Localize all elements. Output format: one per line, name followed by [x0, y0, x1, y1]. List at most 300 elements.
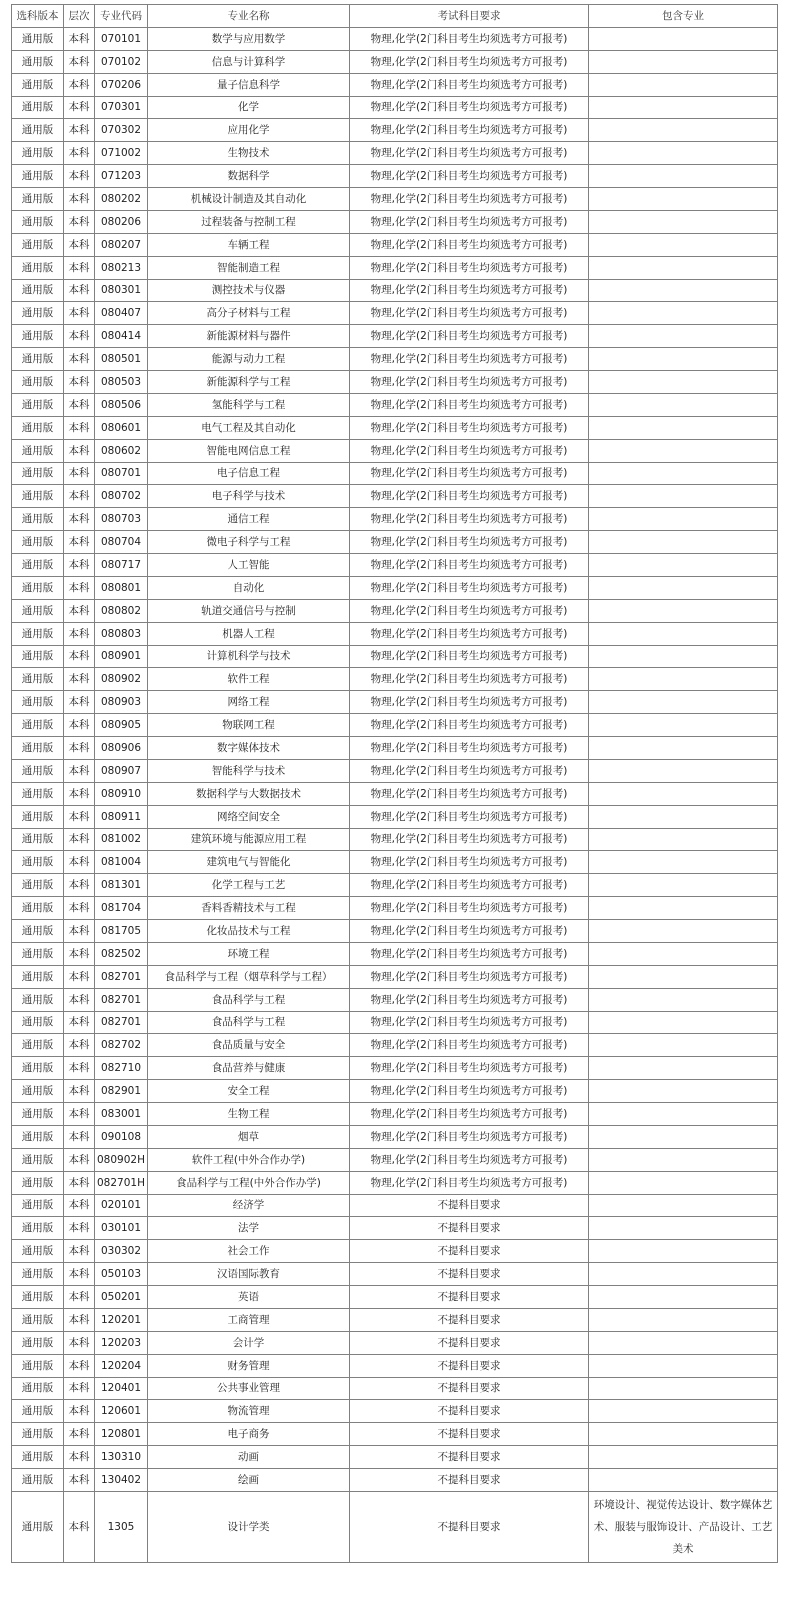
cell-version: 通用版 [12, 942, 64, 965]
cell-subject-requirement: 物理,化学(2门科目考生均须选考方可报考) [350, 256, 589, 279]
cell-code: 080704 [95, 531, 148, 554]
table-row [12, 599, 778, 622]
table-row [12, 1103, 778, 1126]
cell-code: 050201 [95, 1286, 148, 1309]
table-row [12, 1240, 778, 1263]
cell-code: 080301 [95, 279, 148, 302]
cell-included-majors [589, 50, 778, 73]
cell-included-majors [589, 828, 778, 851]
cell-major-name: 生物技术 [148, 142, 350, 165]
table-row [12, 805, 778, 828]
cell-major-name: 智能制造工程 [148, 256, 350, 279]
table-row [12, 50, 778, 73]
cell-version: 通用版 [12, 1171, 64, 1194]
cell-subject-requirement: 物理,化学(2门科目考生均须选考方可报考) [350, 1148, 589, 1171]
cell-level: 本科 [64, 439, 95, 462]
cell-version: 通用版 [12, 645, 64, 668]
cell-included-majors [589, 1034, 778, 1057]
cell-level: 本科 [64, 714, 95, 737]
cell-major-name: 数学与应用数学 [148, 27, 350, 50]
cell-major-name: 机械设计制造及其自动化 [148, 188, 350, 211]
table-row [12, 737, 778, 760]
cell-subject-requirement: 物理,化学(2门科目考生均须选考方可报考) [350, 920, 589, 943]
cell-included-majors [589, 1423, 778, 1446]
cell-included-majors [589, 371, 778, 394]
table-row [12, 393, 778, 416]
cell-subject-requirement: 物理,化学(2门科目考生均须选考方可报考) [350, 393, 589, 416]
cell-code: 081301 [95, 874, 148, 897]
table-row [12, 1171, 778, 1194]
cell-level: 本科 [64, 1011, 95, 1034]
cell-subject-requirement: 不提科目要求 [350, 1491, 589, 1562]
cell-included-majors [589, 462, 778, 485]
cell-level: 本科 [64, 462, 95, 485]
cell-major-name: 人工智能 [148, 554, 350, 577]
cell-version: 通用版 [12, 1057, 64, 1080]
cell-included-majors [589, 27, 778, 50]
cell-version: 通用版 [12, 96, 64, 119]
table-row [12, 348, 778, 371]
cell-included-majors [589, 554, 778, 577]
table-row [12, 828, 778, 851]
cell-included-majors [589, 622, 778, 645]
cell-version: 通用版 [12, 531, 64, 554]
cell-version: 通用版 [12, 622, 64, 645]
cell-subject-requirement: 物理,化学(2门科目考生均须选考方可报考) [350, 96, 589, 119]
cell-version: 通用版 [12, 416, 64, 439]
table-row [12, 851, 778, 874]
cell-level: 本科 [64, 1034, 95, 1057]
cell-code: 081002 [95, 828, 148, 851]
cell-major-name: 财务管理 [148, 1354, 350, 1377]
cell-included-majors [589, 1194, 778, 1217]
table-row [12, 1194, 778, 1217]
cell-version: 通用版 [12, 668, 64, 691]
cell-version: 通用版 [12, 1148, 64, 1171]
cell-version: 通用版 [12, 1469, 64, 1492]
cell-subject-requirement: 物理,化学(2门科目考生均须选考方可报考) [350, 1171, 589, 1194]
cell-included-majors [589, 805, 778, 828]
cell-major-name: 工商管理 [148, 1308, 350, 1331]
table-row [12, 210, 778, 233]
cell-level: 本科 [64, 759, 95, 782]
cell-code: 080911 [95, 805, 148, 828]
table-row [12, 279, 778, 302]
cell-major-name: 自动化 [148, 576, 350, 599]
majors-table [11, 4, 778, 1563]
cell-major-name: 应用化学 [148, 119, 350, 142]
cell-major-name: 电子信息工程 [148, 462, 350, 485]
table-row [12, 691, 778, 714]
table-row [12, 1263, 778, 1286]
cell-major-name: 信息与计算科学 [148, 50, 350, 73]
cell-subject-requirement: 物理,化学(2门科目考生均须选考方可报考) [350, 531, 589, 554]
cell-level: 本科 [64, 1217, 95, 1240]
cell-major-name: 轨道交通信号与控制 [148, 599, 350, 622]
cell-level: 本科 [64, 210, 95, 233]
table-row [12, 188, 778, 211]
cell-code: 082701 [95, 1011, 148, 1034]
cell-version: 通用版 [12, 1103, 64, 1126]
cell-included-majors: 环境设计、视觉传达设计、数字媒体艺术、服装与服饰设计、产品设计、工艺美术 [589, 1491, 778, 1562]
cell-subject-requirement: 物理,化学(2门科目考生均须选考方可报考) [350, 302, 589, 325]
cell-included-majors [589, 416, 778, 439]
table-row [12, 439, 778, 462]
cell-major-name: 食品科学与工程（烟草科学与工程） [148, 965, 350, 988]
cell-code: 070301 [95, 96, 148, 119]
cell-major-name: 过程装备与控制工程 [148, 210, 350, 233]
cell-included-majors [589, 325, 778, 348]
table-row [12, 920, 778, 943]
cell-version: 通用版 [12, 210, 64, 233]
table-body [12, 27, 778, 1562]
table-row [12, 73, 778, 96]
cell-included-majors [589, 119, 778, 142]
table-row [12, 897, 778, 920]
cell-level: 本科 [64, 1491, 95, 1562]
cell-code: 081705 [95, 920, 148, 943]
cell-level: 本科 [64, 1400, 95, 1423]
cell-level: 本科 [64, 622, 95, 645]
cell-level: 本科 [64, 393, 95, 416]
cell-major-name: 电子商务 [148, 1423, 350, 1446]
cell-version: 通用版 [12, 576, 64, 599]
cell-included-majors [589, 279, 778, 302]
cell-code: 080703 [95, 508, 148, 531]
cell-major-name: 设计学类 [148, 1491, 350, 1562]
cell-version: 通用版 [12, 1263, 64, 1286]
cell-subject-requirement: 物理,化学(2门科目考生均须选考方可报考) [350, 188, 589, 211]
cell-major-name: 能源与动力工程 [148, 348, 350, 371]
cell-included-majors [589, 1446, 778, 1469]
cell-major-name: 智能电网信息工程 [148, 439, 350, 462]
table-row [12, 27, 778, 50]
cell-included-majors [589, 988, 778, 1011]
cell-major-name: 物流管理 [148, 1400, 350, 1423]
cell-major-name: 英语 [148, 1286, 350, 1309]
cell-level: 本科 [64, 782, 95, 805]
cell-included-majors [589, 920, 778, 943]
table-row [12, 1080, 778, 1103]
cell-subject-requirement: 物理,化学(2门科目考生均须选考方可报考) [350, 1057, 589, 1080]
table-row [12, 485, 778, 508]
cell-version: 通用版 [12, 737, 64, 760]
cell-subject-requirement: 物理,化学(2门科目考生均须选考方可报考) [350, 599, 589, 622]
cell-code: 080902 [95, 668, 148, 691]
cell-subject-requirement: 物理,化学(2门科目考生均须选考方可报考) [350, 142, 589, 165]
cell-version: 通用版 [12, 599, 64, 622]
cell-major-name: 化学 [148, 96, 350, 119]
cell-included-majors [589, 645, 778, 668]
cell-major-name: 软件工程(中外合作办学) [148, 1148, 350, 1171]
cell-level: 本科 [64, 1171, 95, 1194]
cell-included-majors [589, 142, 778, 165]
table-row [12, 1423, 778, 1446]
cell-code: 082702 [95, 1034, 148, 1057]
cell-subject-requirement: 不提科目要求 [350, 1331, 589, 1354]
cell-version: 通用版 [12, 233, 64, 256]
cell-subject-requirement: 物理,化学(2门科目考生均须选考方可报考) [350, 782, 589, 805]
table-row [12, 1308, 778, 1331]
cell-subject-requirement: 物理,化学(2门科目考生均须选考方可报考) [350, 691, 589, 714]
cell-version: 通用版 [12, 1217, 64, 1240]
cell-included-majors [589, 759, 778, 782]
cell-included-majors [589, 851, 778, 874]
cell-included-majors [589, 96, 778, 119]
cell-version: 通用版 [12, 1331, 64, 1354]
cell-included-majors [589, 1080, 778, 1103]
cell-version: 通用版 [12, 1034, 64, 1057]
cell-level: 本科 [64, 531, 95, 554]
cell-code: 080803 [95, 622, 148, 645]
cell-subject-requirement: 物理,化学(2门科目考生均须选考方可报考) [350, 325, 589, 348]
cell-version: 通用版 [12, 393, 64, 416]
table-row [12, 1286, 778, 1309]
cell-level: 本科 [64, 371, 95, 394]
cell-code: 120401 [95, 1377, 148, 1400]
cell-code: 080701 [95, 462, 148, 485]
table-row [12, 1400, 778, 1423]
cell-included-majors [589, 256, 778, 279]
cell-version: 通用版 [12, 691, 64, 714]
cell-included-majors [589, 1400, 778, 1423]
cell-level: 本科 [64, 188, 95, 211]
cell-major-name: 香料香精技术与工程 [148, 897, 350, 920]
cell-code: 030302 [95, 1240, 148, 1263]
cell-code: 082502 [95, 942, 148, 965]
cell-code: 071002 [95, 142, 148, 165]
cell-level: 本科 [64, 508, 95, 531]
cell-major-name: 物联网工程 [148, 714, 350, 737]
cell-level: 本科 [64, 302, 95, 325]
cell-major-name: 电气工程及其自动化 [148, 416, 350, 439]
cell-code: 080902H [95, 1148, 148, 1171]
cell-level: 本科 [64, 1331, 95, 1354]
cell-subject-requirement: 不提科目要求 [350, 1446, 589, 1469]
cell-subject-requirement: 物理,化学(2门科目考生均须选考方可报考) [350, 508, 589, 531]
cell-major-name: 经济学 [148, 1194, 350, 1217]
table-container [11, 4, 778, 1563]
cell-included-majors [589, 1286, 778, 1309]
cell-level: 本科 [64, 96, 95, 119]
cell-subject-requirement: 物理,化学(2门科目考生均须选考方可报考) [350, 439, 589, 462]
cell-subject-requirement: 物理,化学(2门科目考生均须选考方可报考) [350, 462, 589, 485]
cell-major-name: 量子信息科学 [148, 73, 350, 96]
cell-major-name: 氢能科学与工程 [148, 393, 350, 416]
cell-subject-requirement: 物理,化学(2门科目考生均须选考方可报考) [350, 1103, 589, 1126]
cell-code: 083001 [95, 1103, 148, 1126]
cell-subject-requirement: 物理,化学(2门科目考生均须选考方可报考) [350, 965, 589, 988]
cell-included-majors [589, 508, 778, 531]
cell-subject-requirement: 物理,化学(2门科目考生均须选考方可报考) [350, 165, 589, 188]
cell-level: 本科 [64, 554, 95, 577]
table-row [12, 1125, 778, 1148]
cell-subject-requirement: 物理,化学(2门科目考生均须选考方可报考) [350, 233, 589, 256]
cell-subject-requirement: 物理,化学(2门科目考生均须选考方可报考) [350, 737, 589, 760]
cell-subject-requirement: 物理,化学(2门科目考生均须选考方可报考) [350, 668, 589, 691]
cell-version: 通用版 [12, 73, 64, 96]
cell-version: 通用版 [12, 348, 64, 371]
cell-included-majors [589, 737, 778, 760]
cell-version: 通用版 [12, 988, 64, 1011]
cell-level: 本科 [64, 256, 95, 279]
cell-code: 080407 [95, 302, 148, 325]
cell-subject-requirement: 物理,化学(2门科目考生均须选考方可报考) [350, 897, 589, 920]
cell-subject-requirement: 物理,化学(2门科目考生均须选考方可报考) [350, 416, 589, 439]
cell-version: 通用版 [12, 1286, 64, 1309]
cell-version: 通用版 [12, 1446, 64, 1469]
table-row [12, 1057, 778, 1080]
cell-included-majors [589, 233, 778, 256]
cell-major-name: 新能源科学与工程 [148, 371, 350, 394]
cell-major-name: 公共事业管理 [148, 1377, 350, 1400]
cell-included-majors [589, 1377, 778, 1400]
cell-major-name: 智能科学与技术 [148, 759, 350, 782]
header-level: 层次 [64, 5, 95, 28]
cell-version: 通用版 [12, 851, 64, 874]
cell-included-majors [589, 942, 778, 965]
cell-subject-requirement: 物理,化学(2门科目考生均须选考方可报考) [350, 1125, 589, 1148]
cell-subject-requirement: 物理,化学(2门科目考生均须选考方可报考) [350, 348, 589, 371]
cell-level: 本科 [64, 805, 95, 828]
cell-code: 080801 [95, 576, 148, 599]
cell-version: 通用版 [12, 50, 64, 73]
cell-included-majors [589, 165, 778, 188]
table-row [12, 165, 778, 188]
cell-version: 通用版 [12, 165, 64, 188]
cell-level: 本科 [64, 1240, 95, 1263]
header-major-name: 专业名称 [148, 5, 350, 28]
cell-version: 通用版 [12, 188, 64, 211]
cell-major-name: 食品科学与工程 [148, 1011, 350, 1034]
cell-subject-requirement: 物理,化学(2门科目考生均须选考方可报考) [350, 1080, 589, 1103]
cell-version: 通用版 [12, 805, 64, 828]
table-row [12, 371, 778, 394]
cell-included-majors [589, 576, 778, 599]
cell-code: 071203 [95, 165, 148, 188]
header-code: 专业代码 [95, 5, 148, 28]
cell-level: 本科 [64, 965, 95, 988]
cell-major-name: 食品质量与安全 [148, 1034, 350, 1057]
cell-level: 本科 [64, 988, 95, 1011]
cell-included-majors [589, 1148, 778, 1171]
cell-code: 080717 [95, 554, 148, 577]
table-row [12, 965, 778, 988]
cell-level: 本科 [64, 1308, 95, 1331]
cell-version: 通用版 [12, 439, 64, 462]
cell-version: 通用版 [12, 508, 64, 531]
table-row [12, 645, 778, 668]
cell-version: 通用版 [12, 256, 64, 279]
cell-subject-requirement: 物理,化学(2门科目考生均须选考方可报考) [350, 714, 589, 737]
cell-code: 081004 [95, 851, 148, 874]
cell-code: 080501 [95, 348, 148, 371]
table-row [12, 1011, 778, 1034]
cell-level: 本科 [64, 279, 95, 302]
cell-level: 本科 [64, 851, 95, 874]
cell-major-name: 网络工程 [148, 691, 350, 714]
cell-included-majors [589, 1263, 778, 1286]
cell-major-name: 安全工程 [148, 1080, 350, 1103]
cell-included-majors [589, 393, 778, 416]
cell-major-name: 数据科学与大数据技术 [148, 782, 350, 805]
cell-level: 本科 [64, 416, 95, 439]
cell-subject-requirement: 物理,化学(2门科目考生均须选考方可报考) [350, 50, 589, 73]
table-row [12, 462, 778, 485]
cell-subject-requirement: 不提科目要求 [350, 1308, 589, 1331]
cell-level: 本科 [64, 485, 95, 508]
cell-level: 本科 [64, 1263, 95, 1286]
cell-major-name: 化妆品技术与工程 [148, 920, 350, 943]
cell-code: 080601 [95, 416, 148, 439]
table-row [12, 325, 778, 348]
cell-level: 本科 [64, 874, 95, 897]
table-row [12, 714, 778, 737]
cell-included-majors [589, 1125, 778, 1148]
cell-level: 本科 [64, 1103, 95, 1126]
cell-major-name: 建筑环境与能源应用工程 [148, 828, 350, 851]
cell-level: 本科 [64, 1377, 95, 1400]
cell-version: 通用版 [12, 782, 64, 805]
cell-major-name: 高分子材料与工程 [148, 302, 350, 325]
cell-major-name: 化学工程与工艺 [148, 874, 350, 897]
cell-major-name: 微电子科学与工程 [148, 531, 350, 554]
cell-code: 070206 [95, 73, 148, 96]
cell-code: 080213 [95, 256, 148, 279]
table-row [12, 302, 778, 325]
cell-major-name: 食品科学与工程 [148, 988, 350, 1011]
table-row [12, 416, 778, 439]
cell-version: 通用版 [12, 1240, 64, 1263]
table-row [12, 233, 778, 256]
cell-version: 通用版 [12, 965, 64, 988]
cell-subject-requirement: 物理,化学(2门科目考生均须选考方可报考) [350, 828, 589, 851]
cell-subject-requirement: 物理,化学(2门科目考生均须选考方可报考) [350, 73, 589, 96]
cell-code: 082701 [95, 965, 148, 988]
cell-version: 通用版 [12, 142, 64, 165]
cell-included-majors [589, 1171, 778, 1194]
cell-included-majors [589, 1240, 778, 1263]
cell-subject-requirement: 物理,化学(2门科目考生均须选考方可报考) [350, 759, 589, 782]
cell-level: 本科 [64, 1446, 95, 1469]
cell-version: 通用版 [12, 1011, 64, 1034]
cell-included-majors [589, 188, 778, 211]
cell-code: 130310 [95, 1446, 148, 1469]
cell-major-name: 生物工程 [148, 1103, 350, 1126]
cell-major-name: 会计学 [148, 1331, 350, 1354]
table-row [12, 96, 778, 119]
cell-code: 082901 [95, 1080, 148, 1103]
cell-level: 本科 [64, 920, 95, 943]
cell-code: 081704 [95, 897, 148, 920]
cell-level: 本科 [64, 325, 95, 348]
cell-level: 本科 [64, 828, 95, 851]
cell-version: 通用版 [12, 485, 64, 508]
cell-subject-requirement: 不提科目要求 [350, 1469, 589, 1492]
cell-level: 本科 [64, 737, 95, 760]
table-header-row [12, 5, 778, 28]
cell-included-majors [589, 1011, 778, 1034]
cell-code: 080506 [95, 393, 148, 416]
cell-subject-requirement: 物理,化学(2门科目考生均须选考方可报考) [350, 554, 589, 577]
cell-subject-requirement: 物理,化学(2门科目考生均须选考方可报考) [350, 622, 589, 645]
table-row [12, 256, 778, 279]
table-row [12, 142, 778, 165]
cell-version: 通用版 [12, 302, 64, 325]
cell-version: 通用版 [12, 1423, 64, 1446]
cell-subject-requirement: 物理,化学(2门科目考生均须选考方可报考) [350, 27, 589, 50]
cell-included-majors [589, 73, 778, 96]
